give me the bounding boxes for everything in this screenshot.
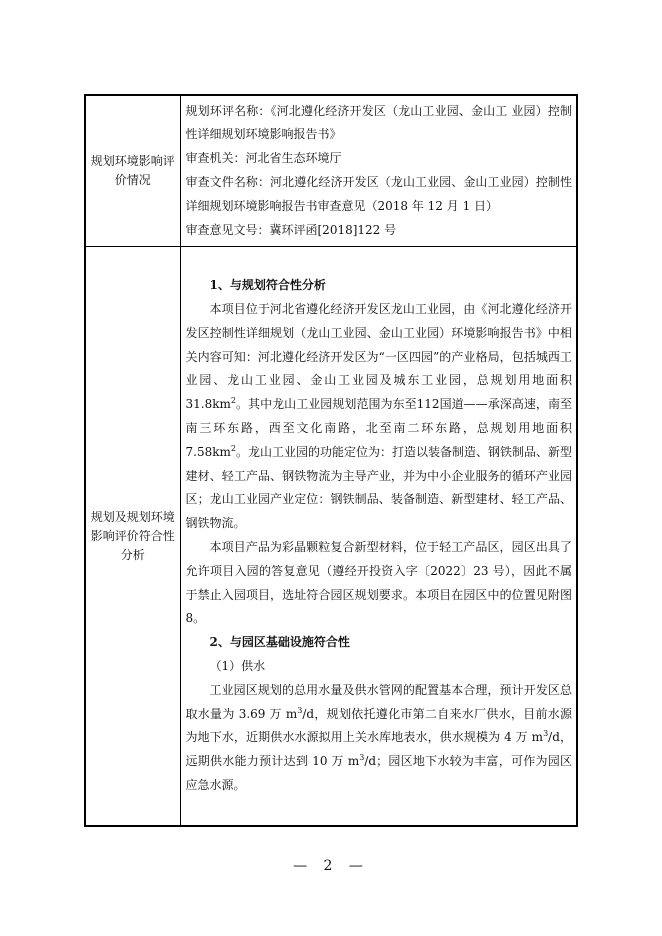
row-label-planning-eia: 规划环境影响评价情况 bbox=[85, 95, 180, 247]
row-content-conformity bbox=[180, 247, 577, 827]
paragraph-water-supply: 工业园区规划的总用水量及供水管网的配置基本合理，预计开发区总取水量为 3.69 万 $m^3/d$，规划依托遵化市第二自来水厂供水，目前水源为地下水，近期供水水源拟用上关水库地表水，供水规模为 4 万 $m^3/d$，远期供水能力预计达到 10 万 $m^3/d$；园区地下水较为丰富，可作为园区应急水源。 bbox=[185, 682, 573, 792]
row-content-planning-eia bbox=[180, 95, 577, 247]
subheading-water-supply: （1）供水 bbox=[209, 658, 266, 673]
superscript-3: 3 bbox=[359, 753, 365, 763]
row-label-conformity: 规划及规划环境影响评价符合性分析 bbox=[85, 247, 180, 827]
eia-name-line: 规划环评名称：《河北遵化经济开发区（龙山工业园、金山工 业园）控制性详细规划环境影响报告书》 bbox=[185, 103, 572, 142]
review-number-line: 审查意见文号：冀环评函[2018]122 号 bbox=[185, 222, 397, 237]
table-row-conformity bbox=[85, 247, 577, 827]
table-row-planning-eia bbox=[85, 95, 577, 247]
review-document-line: 审查文件名称：河北遵化经济开发区（龙山工业园、金山工业园）控制性详细规划环境影响报告书审查意见（2018 年 12 月 1 日） bbox=[185, 175, 572, 213]
document-table bbox=[84, 94, 578, 827]
paragraph-product: 本项目产品为彩晶颗粒复合新型材料，位于轻工产品区，园区出具了允许项目入园的答复意见（遵经开投资入字〔2022〕23 号），因此不属于禁止入园项目，选址符合园区规划要求。本项目在园区中的位置见附图8。 bbox=[185, 540, 572, 626]
review-authority-line: 审查机关：河北省生态环境厅 bbox=[185, 151, 342, 166]
superscript-2: 2 bbox=[230, 443, 236, 453]
section-heading-infrastructure: 2、与园区基础设施符合性 bbox=[209, 635, 350, 650]
superscript-3: 3 bbox=[297, 705, 303, 715]
page-number: — 2 — bbox=[293, 858, 369, 874]
section-heading-planning: 1、与规划符合性分析 bbox=[209, 278, 326, 293]
superscript-3: 3 bbox=[543, 729, 549, 739]
superscript-2: 2 bbox=[230, 396, 236, 406]
paragraph-planning: 本项目位于河北省遵化经济开发区龙山工业园，由《河北遵化经济开发区控制性详细规划（龙山工业园、金山工业园）环境影响报告书》中相关内容可知：河北遵化经济开发区为“一区四园”的产业格局，包括城西工业园、龙山工业园、金山工业园及城东工业园，总规划用地面积$31.8km^2$。其中龙山工业园规划范围为东至112国道——承深高速，南至南三环东路，西至文化南路，北至南二环东路，总规划用地面积$7.58km^2$。龙山工业园的功能定位为：打造以装备制造、钢铁制品、新型建材、轻工产品、钢铁物流为主导产业，并为中小企业服务的循环产业园区；龙山工业园产业定位：钢铁制品、装备制造、新型建材、轻工产品、钢铁物流。 bbox=[185, 302, 572, 531]
